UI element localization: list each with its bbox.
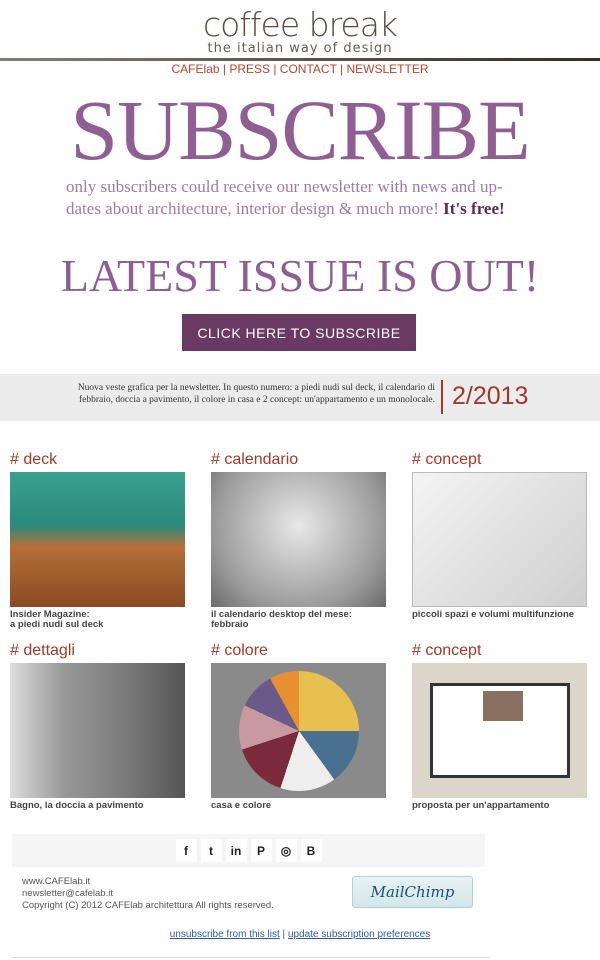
footer-info bbox=[22, 876, 342, 912]
intro-body: only subscribers could receive our newsletter with news and up-dates about architecture, interior design & much more! bbox=[66, 177, 503, 218]
article-tag[interactable]: # concept bbox=[412, 642, 482, 659]
article-image[interactable] bbox=[211, 472, 386, 607]
link-sep: | bbox=[279, 929, 288, 940]
nav-cafelab[interactable]: CAFElab bbox=[171, 62, 220, 76]
intro-text bbox=[66, 176, 536, 220]
linkedin-icon[interactable]: in bbox=[226, 839, 247, 862]
blogger-icon[interactable]: B bbox=[301, 839, 322, 862]
pinterest-icon[interactable]: P bbox=[251, 839, 272, 862]
social-bar bbox=[12, 834, 485, 867]
article-caption[interactable]: il calendario desktop del mese: febbraio bbox=[211, 609, 352, 630]
article-caption[interactable]: Insider Magazine: a piedi nudi sul deck bbox=[10, 609, 104, 630]
article-calendario[interactable] bbox=[211, 450, 386, 630]
nav-sep: | bbox=[336, 62, 347, 76]
article-caption[interactable]: Bagno, la doccia a pavimento bbox=[10, 800, 144, 811]
bottom-divider bbox=[12, 957, 490, 958]
floor-plan bbox=[430, 683, 570, 778]
article-tag[interactable]: # colore bbox=[211, 642, 268, 659]
nav-sep: | bbox=[270, 62, 280, 76]
nav-sep: | bbox=[219, 62, 230, 76]
article-tag[interactable]: # concept bbox=[412, 451, 482, 468]
article-colore[interactable] bbox=[211, 641, 386, 811]
color-wheel bbox=[239, 671, 359, 791]
article-image[interactable] bbox=[412, 663, 587, 798]
nav-contact[interactable]: CONTACT bbox=[279, 62, 337, 76]
article-concept-2[interactable] bbox=[412, 641, 587, 811]
mailchimp-badge[interactable]: MailChimp bbox=[352, 876, 473, 908]
article-tag[interactable]: # calendario bbox=[211, 451, 299, 468]
issue-description: Nuova veste grafica per la newsletter. In questo numero: a piedi nudi sul deck, il calendario di febbraio, doccia a pavimento, il colore in casa e 2 concept: un'appartamento e un monolocale. bbox=[77, 383, 435, 405]
issue-divider bbox=[441, 380, 443, 414]
update-preferences-link[interactable]: update subscription preferences bbox=[287, 929, 431, 940]
nav-press[interactable]: PRESS bbox=[229, 62, 270, 76]
article-image[interactable] bbox=[211, 663, 386, 798]
article-image[interactable] bbox=[412, 472, 587, 607]
article-caption[interactable]: proposta per un'appartamento bbox=[412, 800, 550, 811]
instagram-icon[interactable]: ◎ bbox=[276, 839, 297, 862]
facebook-icon[interactable]: f bbox=[176, 839, 197, 862]
footer-links bbox=[0, 929, 600, 941]
nav-newsletter[interactable]: NEWSLETTER bbox=[346, 62, 429, 76]
subscribe-heading: SUBSCRIBE bbox=[70, 82, 530, 178]
article-concept-1[interactable] bbox=[412, 450, 587, 620]
footer-email[interactable]: newsletter@cafelab.it bbox=[22, 888, 113, 899]
subscribe-button[interactable]: CLICK HERE TO SUBSCRIBE bbox=[182, 314, 416, 351]
intro-free: It's free! bbox=[443, 199, 505, 218]
article-caption[interactable]: piccoli spazi e volumi multifunzione bbox=[412, 609, 575, 620]
logo-tagline: the italian way of design bbox=[207, 41, 393, 56]
logo-title: coffee break bbox=[202, 5, 398, 44]
article-tag[interactable]: # deck bbox=[10, 451, 58, 468]
twitter-icon[interactable]: t bbox=[201, 839, 222, 862]
issue-number: 2/2013 bbox=[452, 382, 529, 410]
article-image[interactable] bbox=[10, 472, 185, 607]
latest-issue-heading: LATEST ISSUE IS OUT! bbox=[60, 250, 540, 301]
article-dettagli[interactable] bbox=[10, 641, 185, 811]
logo[interactable] bbox=[0, 5, 600, 56]
footer-copyright: Copyright (C) 2012 CAFElab architettura All rights reserved. bbox=[22, 900, 274, 911]
header-divider bbox=[0, 58, 600, 61]
article-deck[interactable] bbox=[10, 450, 185, 630]
unsubscribe-link[interactable]: unsubscribe from this list bbox=[169, 929, 280, 940]
footer-website[interactable]: www.CAFElab.it bbox=[22, 876, 91, 887]
article-image[interactable] bbox=[10, 663, 185, 798]
top-nav bbox=[0, 62, 600, 76]
article-tag[interactable]: # dettagli bbox=[10, 642, 75, 659]
article-caption[interactable]: casa e colore bbox=[211, 800, 272, 811]
